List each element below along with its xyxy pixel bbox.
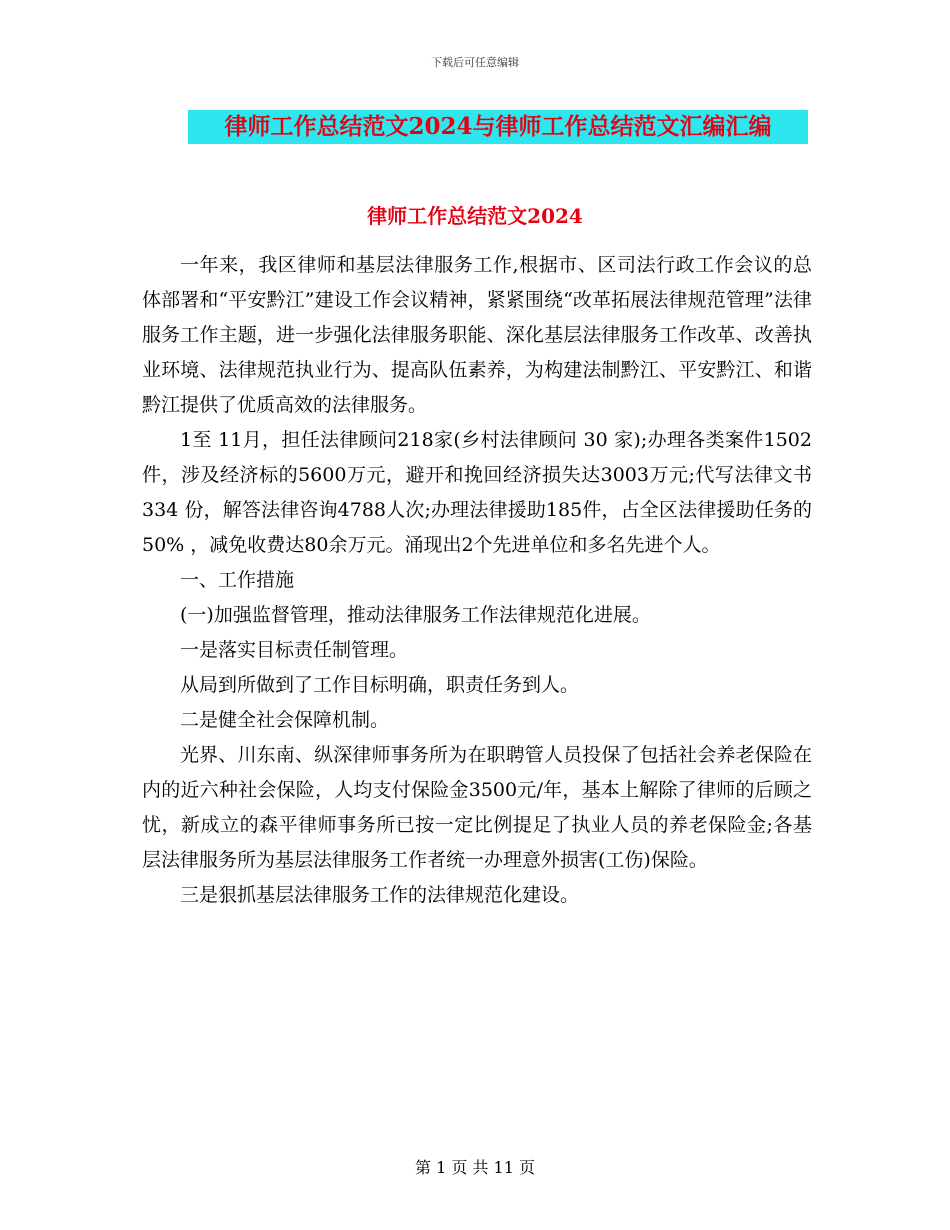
document-body bbox=[142, 248, 812, 913]
document-title-highlight bbox=[188, 110, 808, 144]
paragraph: 三是狠抓基层法律服务工作的法律规范化建设。 bbox=[180, 884, 580, 906]
paragraph: 光界、川东南、纵深律师事务所为在职聘管人员投保了包括社会养老保险在内的近六种社会保险，人均支付保险金3500元/年，基本上解除了律师的后顾之忧，新成立的森平律师事务所已按一定比例提足了执业人员的养老保险金;各基层法律服务所为基层法律服务工作者统一办理意外损害(工伤)保险。 bbox=[142, 744, 812, 871]
paragraph: 从局到所做到了工作目标明确，职责任务到人。 bbox=[180, 674, 580, 696]
paragraph: 1至 11月，担任法律顾问218家(乡村法律顾问 30 家);办理各类案件1502 件，涉及经济标的5600万元，避开和挽回经济损失达3003万元;代写法律文书334 份，解答法律咨询4788人次;办理法律援助185件，占全区法律援助任务的50% ，减免收费达80余万元。涌现出2个先进单位和多名先进个人。 bbox=[142, 429, 812, 556]
paragraph: (一)加强监督管理，推动法律服务工作法律规范化进展。 bbox=[180, 604, 651, 626]
paragraph: 二是健全社会保障机制。 bbox=[180, 709, 390, 731]
page-footer: 第 1 页 共 11 页 bbox=[415, 1158, 535, 1177]
paragraph: 一年来，我区律师和基层法律服务工作,根据市、区司法行政工作会议的总体部署和“平安黔江”建设工作会议精神，紧紧围绕“改革拓展法律规范管理”法律服务工作主题，进一步强化法律服务职能、深化基层法律服务工作改革、改善执业环境、法律规范执业行为、提高队伍素养，为构建法制黔江、平安黔江、和谐黔江提供了优质高效的法律服务。 bbox=[142, 254, 812, 416]
paragraph: 一、工作措施 bbox=[180, 569, 295, 591]
paragraph: 一是落实目标责任制管理。 bbox=[180, 639, 409, 661]
header-note: 下载后可任意编辑 bbox=[431, 56, 519, 69]
document-title: 律师工作总结范文2024与律师工作总结范文汇编汇编 bbox=[224, 113, 772, 140]
section-title: 律师工作总结范文2024 bbox=[367, 204, 583, 228]
